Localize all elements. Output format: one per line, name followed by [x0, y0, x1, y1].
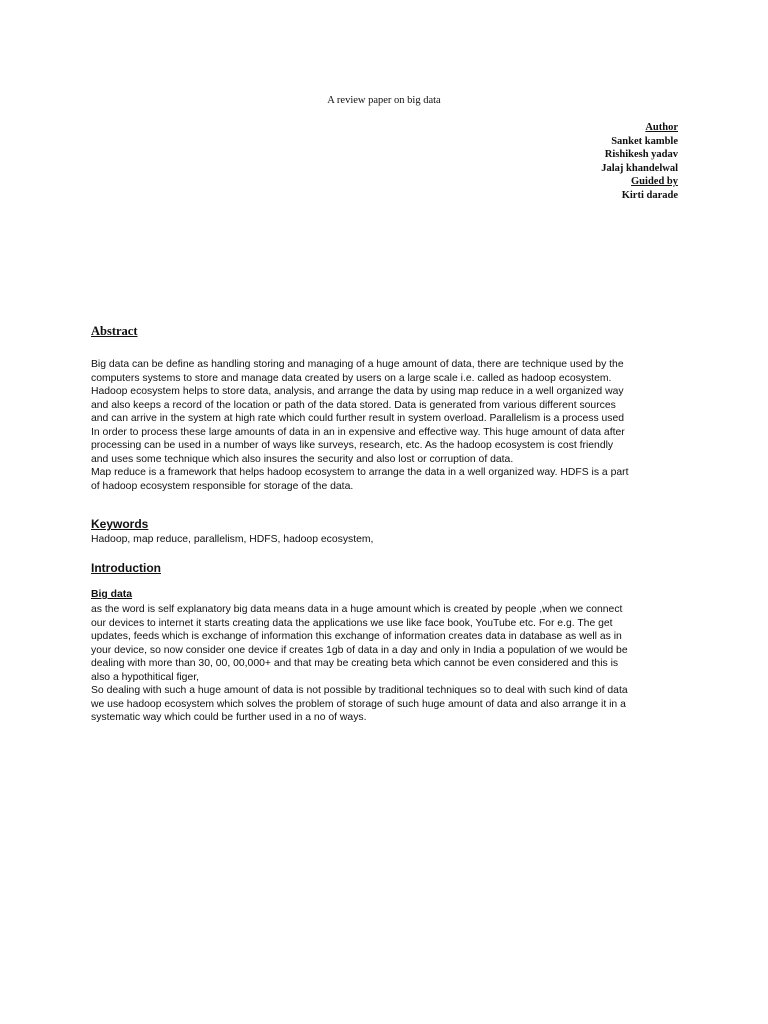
intro-line: dealing with more than 30, 00, 00,000+ and that may be creating beta which cannot be even considered and this is [91, 658, 619, 669]
abstract-line: Hadoop ecosystem helps to store data, analysis, and arrange the data by using map reduce in a well organized way [91, 386, 624, 397]
introduction-body [91, 603, 691, 725]
abstract-line: and can arrive in the system at high rate which could further result in system overload. Parallelism is a process used [91, 413, 625, 424]
intro-line: also a hypothitical figer, [91, 671, 200, 683]
guide-name: Kirti darade [621, 189, 678, 201]
intro-line: we use hadoop ecosystem which solves the problem of storage of such huge amount of data and also arrange it in a [91, 698, 626, 710]
introduction-heading: Introduction [91, 561, 161, 575]
intro-line: your device, so now consider one device if creates 1gb of data in a day and only in India a population of we would be [91, 644, 628, 656]
author-block [601, 121, 678, 202]
guide-label: Guided by [631, 176, 678, 187]
abstract-heading: Abstract [91, 324, 138, 338]
abstract-line: computers systems to store and manage data created by users on a large scale i.e. called as hadoop ecosystem. [91, 372, 612, 384]
keywords-text [91, 533, 691, 547]
keywords-line: Hadoop, map reduce, parallelism, HDFS, hadoop ecosystem, [91, 534, 374, 545]
abstract-line: Map reduce is a framework that helps hadoop ecosystem to arrange the data in a well organized way. HDFS is a part [91, 467, 629, 478]
big-data-subheading: Big data [91, 589, 132, 600]
abstract-line: of hadoop ecosystem responsible for storage of the data. [91, 480, 354, 492]
intro-line: our devices to internet it starts creating data the applications we use like face book, YouTube etc. For e.g. The get [91, 617, 613, 629]
author-label: Author [645, 122, 678, 133]
author-name: Jalaj khandelwal [601, 162, 678, 174]
abstract-line: and also keeps a record of the location or path of the data stored. Data is generated from various different sources [91, 399, 616, 411]
abstract-body [91, 358, 691, 493]
intro-line: as the word is self explanatory big data means data in a huge amount which is created by people ,when we connect [91, 604, 623, 615]
author-name: Sanket kamble [611, 135, 678, 147]
intro-line: updates, feeds which is exchange of information this exchange of information creates data in database as well as in [91, 631, 622, 642]
intro-line: systematic way which could be further used in a no of ways. [91, 712, 367, 723]
paper-title: A review paper on big data [327, 95, 441, 106]
intro-line: So dealing with such a huge amount of data is not possible by traditional techniques so to deal with such kind of data [91, 685, 628, 696]
author-name: Rishikesh yadav [604, 149, 678, 160]
abstract-line: Big data can be define as handling storing and managing of a huge amount of data, there are technique used by the [91, 359, 624, 370]
abstract-line: In order to process these large amounts of data in an in expensive and effective way. This huge amount of data after [91, 426, 625, 438]
abstract-line: and uses some technique which also insures the security and also lost or corruption of data. [91, 453, 514, 465]
abstract-line: processing can be used in a number of ways like surveys, research, etc. As the hadoop ecosystem is cost friendly [91, 440, 614, 451]
keywords-heading: Keywords [91, 517, 149, 531]
